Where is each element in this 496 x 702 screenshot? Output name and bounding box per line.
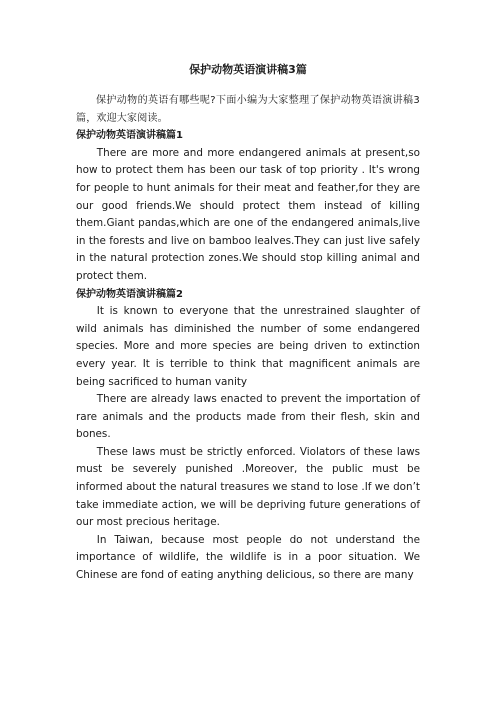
- section-1-paragraph-1: There are more and more endangered animals at present,so how to protect them has been our task of top priority . It's wrong for people to hunt animals for their meat and feather,for they are our good friends.We should protect them instead of killing them.Giant pandas,which are one of the endangered animals,live in the forests and live on bamboo lealves.They can just live safely in the natural protection zones.We should stop killing animal and protect them.: [76, 146, 420, 282]
- section-2-paragraph-1: It is known to everyone that the unrestrained slaughter of wild animals has diminished the number of some endangered species. More and more species are being driven to extinction every year. It is terrible to think that magnificent animals are being sacrificed to human vanity: [76, 305, 420, 388]
- section-2-heading: 保护动物英语演讲稿篇2: [76, 288, 183, 300]
- document-title: 保护动物英语演讲稿3篇: [189, 63, 307, 76]
- section-1-heading: 保护动物英语演讲稿篇1: [76, 130, 183, 142]
- intro-paragraph: 保护动物的英语有哪些呢?下面小编为大家整理了保护动物英语演讲稿3篇，欢迎大家阅读。: [76, 95, 420, 124]
- document-page: [76, 62, 420, 585]
- section-2-paragraph-2: There are already laws enacted to prevent the importation of rare animals and the products made from their flesh, skin and bones.: [76, 393, 420, 441]
- section-2-paragraph-4: In Taiwan, because most people do not understand the importance of wildlife, the wildlife is in a poor situation. We Chinese are fond of eating anything delicious, so there are many: [76, 533, 420, 582]
- section-2-paragraph-3: These laws must be strictly enforced. Violators of these laws must be severely punished .Moreover, the public must be informed about the natural treasures we stand to lose .If we don’t take immediate action, we will be depriving future generations of our most precious heritage.: [76, 445, 420, 529]
